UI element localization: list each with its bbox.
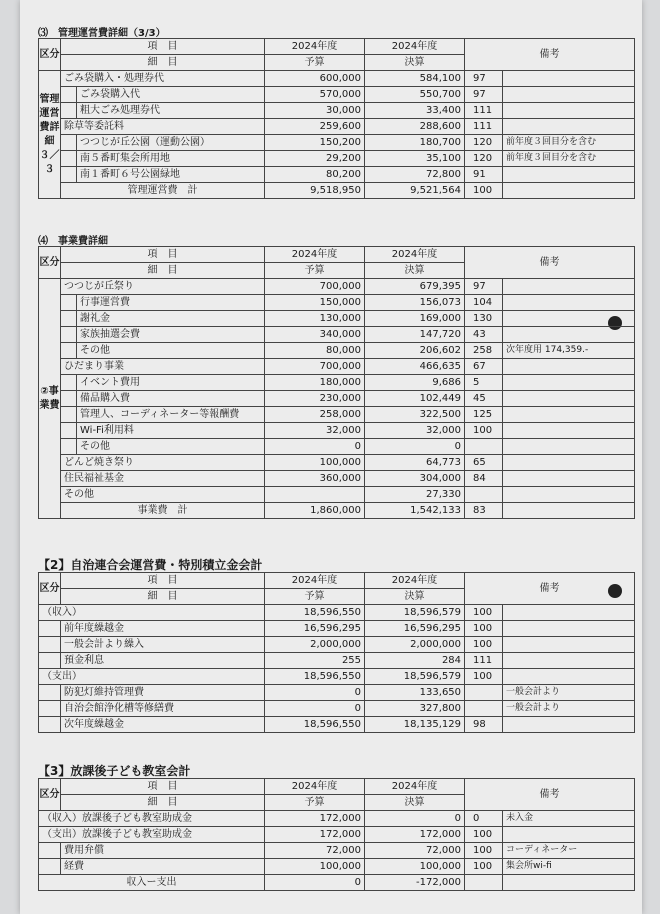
year-header: 2024年度 — [365, 39, 465, 55]
budget-header: 予算 — [265, 263, 365, 279]
budget-cell: 340,000 — [265, 327, 365, 343]
pct-cell: 125 — [465, 407, 503, 423]
note-header: 備考 — [465, 573, 635, 605]
pct-cell: 45 — [465, 391, 503, 407]
detail-header: 細 目 — [61, 589, 265, 605]
budget-cell: 100,000 — [265, 859, 365, 875]
project-cost-header — [38, 246, 635, 279]
note-cell — [503, 487, 635, 503]
note-cell — [503, 669, 635, 685]
budget-cell: 100,000 — [265, 455, 365, 471]
actual-cell: 1,542,133 — [365, 503, 465, 519]
budget-cell: 18,596,550 — [265, 717, 365, 733]
management-cost-table — [38, 38, 635, 71]
pct-cell: 130 — [465, 311, 503, 327]
actual-header: 決算 — [365, 55, 465, 71]
budget-cell: 172,000 — [265, 811, 365, 827]
budget-cell: 0 — [265, 701, 365, 717]
table-row-label: （収入）放課後子ども教室助成金 — [39, 811, 265, 827]
note-cell — [503, 295, 635, 311]
table-row-label: 前年度繰越金 — [61, 621, 265, 637]
budget-header: 予算 — [265, 55, 365, 71]
budget-cell: 258,000 — [265, 407, 365, 423]
pct-cell: 111 — [465, 653, 503, 669]
kubun-header: 区分 — [39, 247, 61, 279]
actual-cell: 206,602 — [365, 343, 465, 359]
note-cell — [503, 455, 635, 471]
pct-cell — [465, 487, 503, 503]
note-cell — [503, 653, 635, 669]
item-header: 項 目 — [61, 779, 265, 795]
note-cell: 一般会計より — [503, 685, 635, 701]
budget-cell: 80,000 — [265, 343, 365, 359]
table-row-label: その他 — [61, 487, 265, 503]
pct-cell — [465, 875, 503, 891]
pct-cell: 100 — [465, 621, 503, 637]
note-cell — [503, 827, 635, 843]
pct-cell: 100 — [465, 605, 503, 621]
table-row-label: その他 — [77, 343, 265, 359]
budget-cell: 700,000 — [265, 279, 365, 295]
actual-header: 決算 — [365, 795, 465, 811]
item-header: 項 目 — [61, 247, 265, 263]
table-row-label: つつじが丘祭り — [61, 279, 265, 295]
pct-cell — [465, 439, 503, 455]
pct-cell: 98 — [465, 717, 503, 733]
pct-cell: 5 — [465, 375, 503, 391]
budget-cell — [265, 487, 365, 503]
pct-cell: 0 — [465, 811, 503, 827]
actual-cell: 0 — [365, 811, 465, 827]
after-school-body — [38, 810, 635, 891]
actual-cell: 18,596,579 — [365, 669, 465, 685]
table-row-label: 次年度繰越金 — [61, 717, 265, 733]
actual-cell: 9,686 — [365, 375, 465, 391]
note-cell — [503, 183, 635, 199]
pct-cell: 91 — [465, 167, 503, 183]
table-row-label: 自治会館浄化槽等修繕費 — [61, 701, 265, 717]
actual-header: 決算 — [365, 263, 465, 279]
table-row-label: 行事運営費 — [77, 295, 265, 311]
actual-cell: 180,700 — [365, 135, 465, 151]
pct-cell: 100 — [465, 859, 503, 875]
actual-cell: 156,073 — [365, 295, 465, 311]
federation-account-body — [38, 604, 635, 733]
table-row-label: その他 — [77, 439, 265, 455]
detail-header: 細 目 — [61, 263, 265, 279]
budget-cell: 16,596,295 — [265, 621, 365, 637]
note-cell — [503, 407, 635, 423]
note-cell: 一般会計より — [503, 701, 635, 717]
budget-cell: 360,000 — [265, 471, 365, 487]
note-cell — [503, 119, 635, 135]
item-header: 項 目 — [61, 39, 265, 55]
total-label: 管理運営費 計 — [61, 183, 265, 199]
year-header: 2024年度 — [265, 39, 365, 55]
budget-cell: 9,518,950 — [265, 183, 365, 199]
actual-cell: 147,720 — [365, 327, 465, 343]
budget-cell: 255 — [265, 653, 365, 669]
budget-cell: 150,200 — [265, 135, 365, 151]
table-row-label: つつじが丘公園（運動公園） — [77, 135, 265, 151]
note-cell — [503, 327, 635, 343]
pct-cell: 111 — [465, 103, 503, 119]
budget-cell: 150,000 — [265, 295, 365, 311]
table-row-label: 住民福祉基金 — [61, 471, 265, 487]
budget-cell: 0 — [265, 439, 365, 455]
detail-header: 細 目 — [61, 795, 265, 811]
table-row-label: 預金利息 — [61, 653, 265, 669]
actual-cell: 284 — [365, 653, 465, 669]
table-row-label: ごみ袋購入代 — [77, 87, 265, 103]
table-row-label: 南１番町６号公園緑地 — [77, 167, 265, 183]
year-header: 2024年度 — [365, 779, 465, 795]
section-title: ⑶ 管理運営費詳細（3/3） — [38, 28, 166, 39]
table-row-label: 費用弁償 — [61, 843, 265, 859]
pct-cell: 97 — [465, 87, 503, 103]
actual-cell: 679,395 — [365, 279, 465, 295]
note-cell — [503, 503, 635, 519]
table-row-label: ひだまり事業 — [61, 359, 265, 375]
actual-cell: 169,000 — [365, 311, 465, 327]
kubun-header: 区分 — [39, 779, 61, 811]
note-cell — [503, 391, 635, 407]
detail-header: 細 目 — [61, 55, 265, 71]
after-school-header — [38, 778, 635, 811]
actual-cell: 304,000 — [365, 471, 465, 487]
budget-cell: 600,000 — [265, 71, 365, 87]
pct-cell: 104 — [465, 295, 503, 311]
pct-cell: 43 — [465, 327, 503, 343]
note-cell — [503, 605, 635, 621]
budget-cell: 29,200 — [265, 151, 365, 167]
budget-cell: 72,000 — [265, 843, 365, 859]
actual-cell: 16,596,295 — [365, 621, 465, 637]
document-sheet — [20, 0, 642, 914]
year-header: 2024年度 — [265, 247, 365, 263]
note-header: 備考 — [465, 247, 635, 279]
note-cell — [503, 439, 635, 455]
note-header: 備考 — [465, 779, 635, 811]
section-title: ⑷ 事業費詳細 — [38, 236, 108, 247]
pct-cell: 120 — [465, 135, 503, 151]
table-row-label: 謝礼金 — [77, 311, 265, 327]
year-header: 2024年度 — [365, 573, 465, 589]
actual-cell: 72,000 — [365, 843, 465, 859]
table-row-label: （支出）放課後子ども教室助成金 — [39, 827, 265, 843]
table-row-label: 管理人、コーディネーター等報酬費 — [77, 407, 265, 423]
year-header: 2024年度 — [365, 247, 465, 263]
note-cell — [503, 375, 635, 391]
pct-cell: 84 — [465, 471, 503, 487]
pct-cell: 97 — [465, 279, 503, 295]
actual-cell: 584,100 — [365, 71, 465, 87]
budget-cell: 700,000 — [265, 359, 365, 375]
pct-cell: 97 — [465, 71, 503, 87]
table-row-label: イベント費用 — [77, 375, 265, 391]
pct-cell: 65 — [465, 455, 503, 471]
note-cell: 未入金 — [503, 811, 635, 827]
side-label: 管理運営費詳細 ３／３ — [39, 71, 61, 199]
note-cell — [503, 637, 635, 653]
note-cell — [503, 279, 635, 295]
budget-cell: 130,000 — [265, 311, 365, 327]
actual-cell: 0 — [365, 439, 465, 455]
pct-cell — [465, 685, 503, 701]
pct-cell: 100 — [465, 669, 503, 685]
table-row-label: （支出） — [39, 669, 265, 685]
total-label: 事業費 計 — [61, 503, 265, 519]
section-title: 【2】自治連合会運営費・特別積立金会計 — [38, 558, 263, 572]
note-cell — [503, 359, 635, 375]
actual-cell: 466,635 — [365, 359, 465, 375]
budget-cell: 30,000 — [265, 103, 365, 119]
note-cell — [503, 621, 635, 637]
table-row-label: ごみ袋購入・処理券代 — [61, 71, 265, 87]
total-label: 収入ー支出 — [39, 875, 265, 891]
table-row-label: 家族抽選会費 — [77, 327, 265, 343]
budget-cell: 80,200 — [265, 167, 365, 183]
note-cell: 前年度３回目分を含む — [503, 135, 635, 151]
actual-cell: 100,000 — [365, 859, 465, 875]
actual-cell: 32,000 — [365, 423, 465, 439]
note-cell: コーディネーター — [503, 843, 635, 859]
budget-cell: 1,860,000 — [265, 503, 365, 519]
actual-cell: 18,135,129 — [365, 717, 465, 733]
actual-cell: 9,521,564 — [365, 183, 465, 199]
budget-header: 予算 — [265, 795, 365, 811]
actual-cell: 288,600 — [365, 119, 465, 135]
kubun-header: 区分 — [39, 573, 61, 605]
table-row-label: （収入） — [39, 605, 265, 621]
year-header: 2024年度 — [265, 573, 365, 589]
budget-cell: 570,000 — [265, 87, 365, 103]
note-cell: 集会所wi-fi — [503, 859, 635, 875]
table-row-label: 一般会計より繰入 — [61, 637, 265, 653]
pct-cell: 258 — [465, 343, 503, 359]
project-cost-body — [38, 278, 635, 519]
federation-account-header — [38, 572, 635, 605]
pct-cell: 100 — [465, 637, 503, 653]
budget-cell: 2,000,000 — [265, 637, 365, 653]
table-row-label: 粗大ごみ処理券代 — [77, 103, 265, 119]
actual-cell: 172,000 — [365, 827, 465, 843]
actual-cell: 72,800 — [365, 167, 465, 183]
management-cost-body — [38, 70, 635, 199]
note-cell — [503, 167, 635, 183]
note-cell — [503, 87, 635, 103]
budget-cell: 230,000 — [265, 391, 365, 407]
actual-cell: 327,800 — [365, 701, 465, 717]
note-cell — [503, 423, 635, 439]
note-cell — [503, 875, 635, 891]
note-cell — [503, 717, 635, 733]
budget-cell: 0 — [265, 875, 365, 891]
pct-cell: 100 — [465, 827, 503, 843]
note-cell — [503, 103, 635, 119]
table-row-label: 備品購入費 — [77, 391, 265, 407]
kubun-header: 区分 — [39, 39, 61, 71]
note-header: 備考 — [465, 39, 635, 71]
pct-cell: 111 — [465, 119, 503, 135]
item-header: 項 目 — [61, 573, 265, 589]
table-row-label: 経費 — [61, 859, 265, 875]
budget-header: 予算 — [265, 589, 365, 605]
budget-cell: 0 — [265, 685, 365, 701]
section-title: 【3】放課後子ども教室会計 — [38, 764, 191, 778]
actual-cell: 64,773 — [365, 455, 465, 471]
actual-cell: 33,400 — [365, 103, 465, 119]
table-row-label: どんど焼き祭り — [61, 455, 265, 471]
pct-cell: 100 — [465, 183, 503, 199]
pct-cell: 100 — [465, 843, 503, 859]
year-header: 2024年度 — [265, 779, 365, 795]
pct-cell: 83 — [465, 503, 503, 519]
table-row-label: 除草等委託料 — [61, 119, 265, 135]
pct-cell: 100 — [465, 423, 503, 439]
note-cell — [503, 471, 635, 487]
note-cell — [503, 311, 635, 327]
budget-cell: 259,600 — [265, 119, 365, 135]
budget-cell: 180,000 — [265, 375, 365, 391]
actual-cell: 18,596,579 — [365, 605, 465, 621]
pct-cell — [465, 701, 503, 717]
actual-cell: 2,000,000 — [365, 637, 465, 653]
actual-header: 決算 — [365, 589, 465, 605]
budget-cell: 18,596,550 — [265, 669, 365, 685]
side-label: ②事業費 — [39, 279, 61, 519]
actual-cell: 102,449 — [365, 391, 465, 407]
actual-cell: 27,330 — [365, 487, 465, 503]
budget-cell: 18,596,550 — [265, 605, 365, 621]
note-cell: 前年度３回目分を含む — [503, 151, 635, 167]
actual-cell: 35,100 — [365, 151, 465, 167]
note-cell — [503, 71, 635, 87]
table-row-label: Wi-Fi利用料 — [77, 423, 265, 439]
budget-cell: 32,000 — [265, 423, 365, 439]
actual-cell: 322,500 — [365, 407, 465, 423]
table-row-label: 南５番町集会所用地 — [77, 151, 265, 167]
actual-cell: -172,000 — [365, 875, 465, 891]
table-row-label: 防犯灯維持管理費 — [61, 685, 265, 701]
budget-cell: 172,000 — [265, 827, 365, 843]
note-cell: 次年度用 174,359.- — [503, 343, 635, 359]
actual-cell: 550,700 — [365, 87, 465, 103]
pct-cell: 120 — [465, 151, 503, 167]
pct-cell: 67 — [465, 359, 503, 375]
actual-cell: 133,650 — [365, 685, 465, 701]
